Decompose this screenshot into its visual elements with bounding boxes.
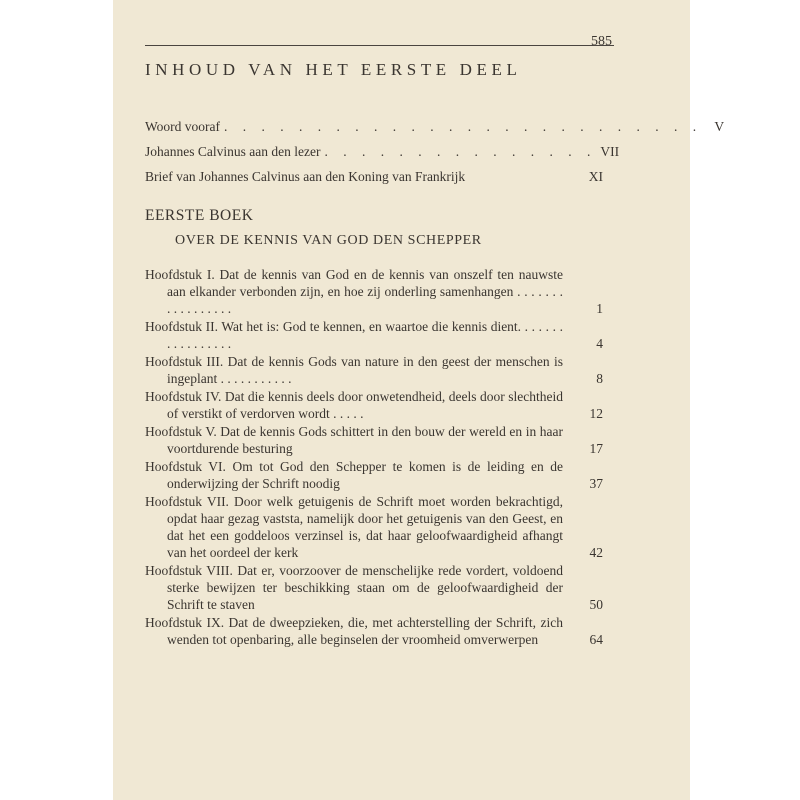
chapter-page: 17 — [589, 441, 603, 456]
chapter-entry-9 — [145, 614, 603, 648]
front-entry-brief-koning — [145, 168, 603, 193]
chapter-entry-7 — [145, 493, 603, 561]
chapter-entry-3 — [145, 353, 603, 387]
page-number: 585 — [591, 34, 612, 49]
chapter-text: Hoofdstuk IX. Dat de dweepzieken, die, met achterstelling der Schrift, zich wenden tot openbaring, alle beginselen der vroomheid omverwerpen — [145, 615, 563, 647]
chapter-text: Hoofdstuk VII. Door welk getuigenis de Schrift moet worden bekrachtigd, opdat haar gezag vaststa, namelijk door het getuigenis van den Geest, en dat het een goddeloos verzinsel is, dat haar geloofwaardigheid afhangt van het oordeel der kerk — [145, 494, 563, 560]
header-rule — [145, 45, 614, 46]
chapter-list — [145, 266, 603, 649]
chapter-text: Hoofdstuk III. Dat de kennis Gods van nature in den geest der menschen is ingeplant . . . . . . . . . . . — [145, 354, 563, 386]
chapter-text: Hoofdstuk II. Wat het is: God te kennen, en waartoe die kennis dient. . . . . . . . . . . . . . . . . — [145, 319, 563, 351]
chapter-text: Hoofdstuk VIII. Dat er, voorzoover de menschelijke rede vordert, voldoend sterke bewijzen ter beschikking staan om de geloofwaardigheid der Schrift te staven — [145, 563, 563, 612]
chapter-entry-2 — [145, 318, 603, 352]
chapter-page: 12 — [589, 406, 603, 421]
chapter-entry-5 — [145, 423, 603, 457]
front-matter-list — [145, 118, 725, 193]
front-entry-aan-den-lezer — [145, 143, 620, 168]
chapter-page: 42 — [589, 545, 603, 560]
entry-page: V — [714, 119, 725, 134]
chapter-page: 37 — [589, 476, 603, 491]
leader-dots: . . . . . . . . . . . . . . . . . . . . . . . . . . — [224, 119, 703, 134]
entry-label: Johannes Calvinus aan den lezer — [145, 144, 321, 159]
book-page — [113, 0, 725, 800]
entry-page: XI — [588, 169, 603, 184]
leader-dots: . . . . . . . . . . . . . . . — [324, 144, 597, 159]
chapter-text: Hoofdstuk IV. Dat die kennis deels door onwetendheid, deels door slechtheid of verstikt of verdorven wordt . . . . . — [145, 389, 563, 421]
page-title: INHOUD VAN HET EERSTE DEEL — [145, 60, 522, 79]
chapter-page: 8 — [596, 371, 603, 386]
chapter-text: Hoofdstuk V. Dat de kennis Gods schittert in den bouw der wereld en in haar voortdurende besturing — [145, 424, 563, 456]
chapter-entry-4 — [145, 388, 603, 422]
chapter-entry-1 — [145, 266, 603, 317]
entry-label: Brief van Johannes Calvinus aan den Koning van Frankrijk — [145, 169, 466, 184]
chapter-page: 50 — [589, 597, 603, 612]
chapter-page: 1 — [596, 301, 603, 316]
chapter-text: Hoofdstuk VI. Om tot God den Schepper te komen is de leiding en de onderwijzing der Schrift noodig — [145, 459, 563, 491]
chapter-page: 4 — [596, 336, 603, 351]
book-title: EERSTE BOEK — [145, 207, 254, 224]
chapter-entry-8 — [145, 562, 603, 613]
entry-page: VII — [600, 144, 620, 159]
front-entry-woord-vooraf — [145, 118, 725, 143]
book-subtitle: OVER DE KENNIS VAN GOD DEN SCHEPPER — [175, 233, 482, 248]
chapter-page: 64 — [589, 632, 603, 647]
chapter-entry-6 — [145, 458, 603, 492]
entry-label: Woord vooraf — [145, 119, 221, 134]
chapter-text: Hoofdstuk I. Dat de kennis van God en de kennis van onszelf ten nauwste aan elkander verbonden zijn, en hoe zij onderling samenhangen . . . . . . . . . . . . . . . . . — [145, 267, 563, 316]
